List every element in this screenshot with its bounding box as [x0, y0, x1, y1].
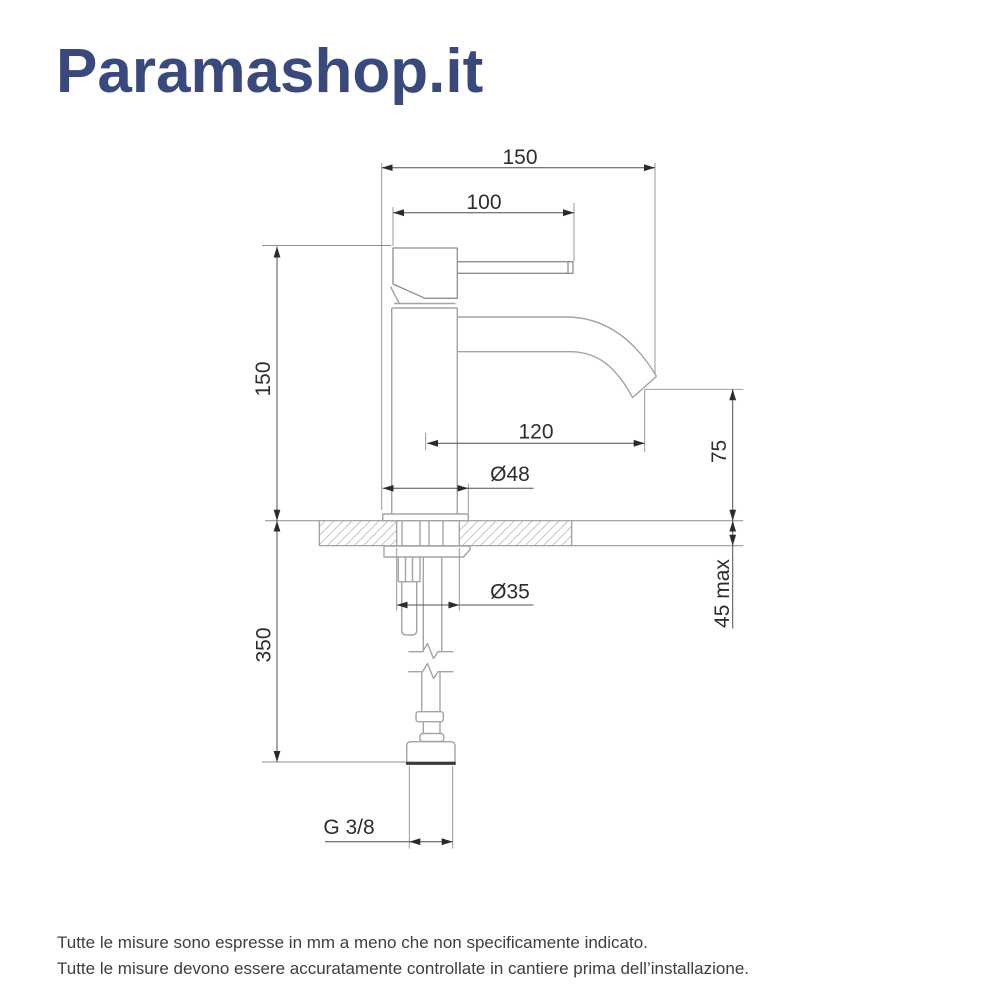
dimension-label-max-deck-thickness: 45 max [711, 559, 734, 628]
cartridge-arc [391, 287, 400, 304]
dimension-spout-reach [426, 389, 645, 452]
spout [457, 317, 656, 398]
supply-hose-lower [422, 673, 440, 712]
through-hole-lines [402, 521, 443, 546]
hose-collar [416, 712, 443, 722]
dimension-below-deck-length [253, 521, 407, 762]
supply-hose-upper [423, 557, 441, 652]
body-column [392, 308, 458, 514]
dimension-label-total-depth: 150 [502, 146, 538, 169]
dimension-spout-outlet-height [645, 389, 743, 520]
site-logo: Paramashop.it [56, 37, 484, 106]
dimension-total-depth [382, 146, 655, 510]
deck-hatch-left [319, 521, 396, 546]
threaded-stud-lower [402, 582, 417, 635]
base-flange [383, 514, 469, 521]
dimension-label-handle-length: 100 [466, 191, 502, 214]
footer-notes [57, 930, 749, 981]
dimension-label-spout-reach: 120 [518, 420, 554, 444]
hose-neck [423, 722, 440, 734]
dimension-handle-length [393, 191, 574, 261]
dimension-max-deck-thickness [711, 521, 734, 629]
mounting-deck [265, 521, 743, 546]
dimension-label-height-above-deck: 150 [252, 361, 275, 397]
dimension-base-diameter [383, 463, 534, 513]
footer-note-1: Tutte le misure sono espresse in mm a meno che non specificamente indicato. [57, 933, 648, 952]
handle-lever [457, 262, 573, 274]
dimension-supply-connection [323, 766, 452, 849]
connection-nut [407, 742, 455, 763]
dimension-height-above-deck [252, 246, 391, 521]
collar-ring [392, 304, 458, 309]
dimension-label-base-diameter: Ø48 [490, 463, 530, 486]
extension-lines [382, 163, 655, 510]
dimension-label-spout-outlet-height: 75 [708, 439, 731, 464]
footer-note-2: Tutte le misure devono essere accuratamente controllate in cantiere prima dell’installazione. [57, 958, 750, 978]
break-symbol-upper [408, 644, 453, 659]
threaded-stud-upper [398, 557, 420, 582]
deck-hatch-right [459, 521, 571, 546]
hose-neck-lip [420, 734, 444, 742]
dimension-label-supply-connection: G 3/8 [323, 816, 375, 839]
extension-lines [409, 766, 452, 849]
break-symbol-lower [408, 664, 453, 679]
dimension-label-below-deck-length: 350 [252, 627, 276, 663]
handle-block [393, 248, 457, 298]
dimension-label-hole-diameter: Ø35 [490, 580, 530, 604]
